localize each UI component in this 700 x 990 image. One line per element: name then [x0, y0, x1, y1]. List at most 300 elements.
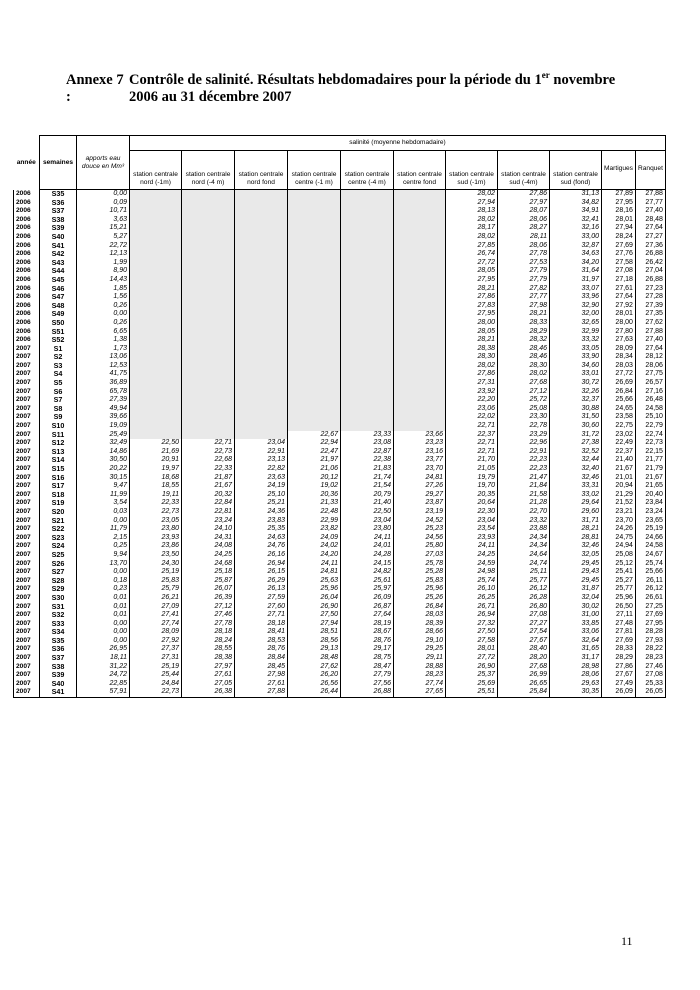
cell-value: 23,84	[635, 499, 665, 508]
cell-value: 28,21	[446, 336, 498, 345]
cell-value: 22,33	[130, 499, 182, 508]
cell-week: S7	[40, 396, 77, 405]
cell-week: S37	[40, 207, 77, 216]
header-col: station centrale sud (fond)	[550, 151, 602, 190]
cell-value: 27,08	[635, 671, 665, 680]
table-row	[14, 250, 666, 259]
cell-week: S14	[40, 456, 77, 465]
cell-value: 26,20	[288, 671, 341, 680]
cell-year: 2007	[14, 362, 40, 371]
cell-week: S47	[40, 293, 77, 302]
cell-year: 2006	[14, 250, 40, 259]
cell-value: 27,95	[446, 310, 498, 319]
cell-value: 24,34	[498, 534, 550, 543]
cell-value: 27,75	[635, 370, 665, 379]
cell-value: 27,69	[602, 637, 636, 646]
cell-value: 28,75	[341, 654, 394, 663]
cell-value: 26,94	[235, 560, 288, 569]
cell-year: 2006	[14, 207, 40, 216]
cell-value: 26,42	[635, 259, 665, 268]
cell-value: 21,69	[130, 448, 182, 457]
cell-value: 22,79	[635, 422, 665, 431]
cell-apports: 24,72	[77, 671, 130, 680]
cell-value: 26,44	[288, 688, 341, 697]
cell-apports: 8,90	[77, 267, 130, 276]
table-row	[14, 328, 666, 337]
cell-value: 24,25	[446, 551, 498, 560]
cell-value: 25,23	[394, 525, 446, 534]
cell-value: 25,33	[635, 680, 665, 689]
cell-year: 2007	[14, 456, 40, 465]
cell-value: 30,60	[550, 422, 602, 431]
cell-week: S39	[40, 671, 77, 680]
cell-value	[182, 199, 235, 208]
cell-value: 28,29	[602, 654, 636, 663]
cell-value	[182, 224, 235, 233]
cell-value	[394, 396, 446, 405]
cell-value: 27,46	[182, 611, 235, 620]
cell-value	[182, 242, 235, 251]
cell-value: 27,63	[602, 336, 636, 345]
cell-value: 28,00	[602, 319, 636, 328]
cell-value: 29,64	[550, 499, 602, 508]
cell-value: 22,73	[182, 448, 235, 457]
cell-value	[394, 319, 446, 328]
cell-year: 2007	[14, 431, 40, 440]
cell-value: 33,96	[550, 293, 602, 302]
cell-value: 24,59	[446, 560, 498, 569]
cell-value	[288, 362, 341, 371]
cell-value	[394, 405, 446, 414]
cell-value: 27,05	[182, 680, 235, 689]
page-number: 11	[621, 934, 633, 948]
cell-value: 23,88	[498, 525, 550, 534]
cell-apports: 9,47	[77, 482, 130, 491]
cell-value: 23,80	[341, 525, 394, 534]
cell-value: 32,37	[550, 396, 602, 405]
cell-year: 2006	[14, 319, 40, 328]
cell-value: 27,86	[498, 190, 550, 199]
cell-value: 32,41	[550, 216, 602, 225]
cell-value: 32,46	[550, 542, 602, 551]
cell-year: 2007	[14, 508, 40, 517]
cell-value	[341, 413, 394, 422]
cell-week: S45	[40, 276, 77, 285]
table-row	[14, 585, 666, 594]
cell-value: 24,01	[341, 542, 394, 551]
cell-value: 23,23	[394, 439, 446, 448]
cell-value: 23,70	[602, 517, 636, 526]
cell-value: 22,68	[182, 456, 235, 465]
cell-value: 22,99	[288, 517, 341, 526]
cell-value: 27,50	[288, 611, 341, 620]
cell-value	[130, 207, 182, 216]
cell-value: 28,46	[498, 345, 550, 354]
cell-value: 27,95	[635, 620, 665, 629]
cell-week: S38	[40, 216, 77, 225]
cell-value	[235, 190, 288, 199]
cell-value: 30,88	[550, 405, 602, 414]
cell-week: S37	[40, 654, 77, 663]
table-row	[14, 259, 666, 268]
table-row	[14, 637, 666, 646]
cell-value	[394, 190, 446, 199]
cell-value	[130, 310, 182, 319]
table-row	[14, 285, 666, 294]
cell-value: 22,73	[130, 508, 182, 517]
cell-value: 28,67	[341, 628, 394, 637]
cell-year: 2006	[14, 293, 40, 302]
cell-value	[288, 345, 341, 354]
table-row	[14, 499, 666, 508]
cell-value: 32,46	[550, 474, 602, 483]
cell-apports: 2,15	[77, 534, 130, 543]
cell-year: 2007	[14, 345, 40, 354]
cell-year: 2007	[14, 620, 40, 629]
cell-value: 24,25	[182, 551, 235, 560]
cell-value: 26,94	[446, 611, 498, 620]
cell-value	[394, 379, 446, 388]
cell-value: 25,79	[130, 585, 182, 594]
cell-value	[130, 396, 182, 405]
cell-value: 23,13	[235, 456, 288, 465]
cell-value: 31,65	[550, 645, 602, 654]
table-row	[14, 620, 666, 629]
cell-value: 27,48	[602, 620, 636, 629]
cell-value	[394, 250, 446, 259]
cell-value: 30,02	[550, 603, 602, 612]
cell-value	[288, 233, 341, 242]
cell-value: 27,64	[602, 293, 636, 302]
cell-value	[235, 267, 288, 276]
cell-value: 28,09	[602, 345, 636, 354]
cell-week: S36	[40, 199, 77, 208]
cell-value: 22,71	[446, 439, 498, 448]
cell-value: 26,04	[288, 594, 341, 603]
cell-value: 24,94	[602, 542, 636, 551]
cell-value	[130, 190, 182, 199]
table-row	[14, 551, 666, 560]
cell-value: 23,82	[288, 525, 341, 534]
cell-value	[235, 310, 288, 319]
cell-value: 27,49	[602, 680, 636, 689]
cell-year: 2007	[14, 379, 40, 388]
cell-apports: 11,79	[77, 525, 130, 534]
cell-week: S41	[40, 688, 77, 697]
cell-value: 23,65	[635, 517, 665, 526]
cell-apports: 12,13	[77, 250, 130, 259]
cell-value: 23,80	[130, 525, 182, 534]
cell-value	[130, 319, 182, 328]
table-row	[14, 525, 666, 534]
cell-value: 32,64	[550, 637, 602, 646]
cell-value	[182, 345, 235, 354]
cell-value: 25,11	[498, 568, 550, 577]
cell-year: 2007	[14, 645, 40, 654]
cell-value: 22,50	[130, 439, 182, 448]
cell-value: 23,87	[394, 499, 446, 508]
cell-value: 27,82	[498, 285, 550, 294]
cell-value: 26,11	[635, 577, 665, 586]
cell-value: 27,88	[635, 190, 665, 199]
cell-value: 23,29	[498, 431, 550, 440]
cell-value: 27,88	[635, 328, 665, 337]
table-row	[14, 370, 666, 379]
table-row	[14, 396, 666, 405]
annex-number: Annexe 7 :	[66, 72, 124, 105]
cell-year: 2006	[14, 190, 40, 199]
cell-value	[288, 422, 341, 431]
cell-value: 28,03	[394, 611, 446, 620]
cell-value: 25,74	[635, 560, 665, 569]
cell-value: 24,66	[635, 534, 665, 543]
cell-value	[130, 259, 182, 268]
cell-value: 28,18	[182, 628, 235, 637]
cell-value: 28,01	[446, 645, 498, 654]
cell-value: 26,39	[182, 594, 235, 603]
cell-week: S6	[40, 388, 77, 397]
cell-value: 24,56	[394, 534, 446, 543]
cell-value	[235, 405, 288, 414]
cell-value	[288, 319, 341, 328]
cell-apports: 19,09	[77, 422, 130, 431]
cell-value: 23,86	[130, 542, 182, 551]
cell-value: 25,28	[394, 568, 446, 577]
cell-value: 20,64	[446, 499, 498, 508]
cell-value: 22,75	[602, 422, 636, 431]
cell-week: S18	[40, 491, 77, 500]
cell-value: 20,36	[288, 491, 341, 500]
cell-value: 23,33	[341, 431, 394, 440]
cell-value	[130, 405, 182, 414]
cell-value: 28,06	[498, 242, 550, 251]
cell-value: 34,82	[550, 199, 602, 208]
cell-value: 24,84	[130, 680, 182, 689]
cell-value: 25,12	[602, 560, 636, 569]
cell-value	[130, 199, 182, 208]
cell-value: 21,52	[602, 499, 636, 508]
cell-year: 2007	[14, 688, 40, 697]
cell-value: 26,12	[635, 585, 665, 594]
cell-value: 22,30	[446, 508, 498, 517]
cell-value	[235, 413, 288, 422]
cell-value: 27,77	[498, 293, 550, 302]
cell-year: 2007	[14, 517, 40, 526]
cell-value: 24,34	[498, 542, 550, 551]
cell-year: 2007	[14, 585, 40, 594]
cell-apports: 11,99	[77, 491, 130, 500]
cell-value: 24,11	[446, 542, 498, 551]
cell-value: 22,23	[498, 465, 550, 474]
table-row	[14, 542, 666, 551]
cell-value: 22,96	[498, 439, 550, 448]
cell-value: 27,72	[446, 259, 498, 268]
cell-value: 27,25	[635, 603, 665, 612]
cell-value: 25,78	[394, 560, 446, 569]
cell-value	[130, 370, 182, 379]
table-row	[14, 448, 666, 457]
cell-value	[341, 224, 394, 233]
table-row	[14, 353, 666, 362]
cell-value: 26,71	[446, 603, 498, 612]
cell-value: 33,06	[550, 628, 602, 637]
cell-value: 32,16	[550, 224, 602, 233]
cell-value: 23,83	[235, 517, 288, 526]
cell-value: 25,80	[394, 542, 446, 551]
table-row	[14, 422, 666, 431]
cell-value: 23,58	[602, 413, 636, 422]
cell-value: 25,27	[602, 577, 636, 586]
table-row	[14, 594, 666, 603]
table-row	[14, 242, 666, 251]
cell-week: S2	[40, 353, 77, 362]
cell-apports: 1,85	[77, 285, 130, 294]
cell-value: 28,02	[446, 216, 498, 225]
table-row	[14, 431, 666, 440]
cell-value: 23,24	[635, 508, 665, 517]
cell-value: 30,35	[550, 688, 602, 697]
cell-week: S44	[40, 267, 77, 276]
table-row	[14, 534, 666, 543]
cell-value	[288, 207, 341, 216]
cell-value: 27,71	[235, 611, 288, 620]
cell-value	[288, 302, 341, 311]
table-row	[14, 413, 666, 422]
cell-week: S33	[40, 620, 77, 629]
cell-year: 2007	[14, 594, 40, 603]
cell-apports: 0,25	[77, 542, 130, 551]
cell-value: 22,33	[182, 465, 235, 474]
cell-value	[341, 422, 394, 431]
cell-value: 25,77	[498, 577, 550, 586]
cell-value: 22,67	[288, 431, 341, 440]
cell-value: 27,78	[182, 620, 235, 629]
cell-apports: 9,94	[77, 551, 130, 560]
cell-value: 26,90	[288, 603, 341, 612]
cell-value: 32,87	[550, 242, 602, 251]
table-row	[14, 456, 666, 465]
cell-value	[288, 310, 341, 319]
cell-value	[341, 319, 394, 328]
cell-value: 28,76	[235, 645, 288, 654]
cell-value: 28,30	[446, 353, 498, 362]
cell-year: 2006	[14, 310, 40, 319]
cell-value: 25,41	[602, 568, 636, 577]
cell-value	[341, 190, 394, 199]
table-row	[14, 388, 666, 397]
cell-week: S21	[40, 517, 77, 526]
cell-week: S51	[40, 328, 77, 337]
cell-year: 2007	[14, 577, 40, 586]
cell-value: 23,77	[394, 456, 446, 465]
cell-value	[182, 405, 235, 414]
cell-value: 26,84	[394, 603, 446, 612]
cell-value: 26,13	[235, 585, 288, 594]
cell-value: 28,03	[602, 362, 636, 371]
cell-value: 26,28	[498, 594, 550, 603]
cell-year: 2007	[14, 663, 40, 672]
cell-value: 28,21	[550, 525, 602, 534]
annex-title-text: Contrôle de salinité. Résultats hebdomadaires pour la période du 1er novembre 2006 au 31 décembre 2007	[129, 70, 616, 105]
cell-value: 26,38	[182, 688, 235, 697]
cell-value	[394, 233, 446, 242]
cell-apports: 0,26	[77, 319, 130, 328]
cell-value	[288, 199, 341, 208]
cell-value: 28,39	[394, 620, 446, 629]
cell-value: 21,77	[635, 456, 665, 465]
cell-apports: 0,01	[77, 603, 130, 612]
cell-value: 27,68	[498, 663, 550, 672]
table-row	[14, 688, 666, 697]
cell-value	[288, 276, 341, 285]
cell-value: 28,06	[635, 362, 665, 371]
cell-value: 28,17	[446, 224, 498, 233]
cell-year: 2007	[14, 465, 40, 474]
cell-value: 31,64	[550, 267, 602, 276]
cell-value	[394, 388, 446, 397]
cell-value: 28,23	[635, 654, 665, 663]
cell-value: 28,45	[235, 663, 288, 672]
cell-value: 25,63	[288, 577, 341, 586]
cell-value: 27,92	[602, 302, 636, 311]
cell-value: 23,50	[130, 551, 182, 560]
cell-value: 24,81	[394, 474, 446, 483]
cell-value	[235, 353, 288, 362]
table-row	[14, 405, 666, 414]
cell-value: 28,07	[498, 207, 550, 216]
table-row	[14, 216, 666, 225]
cell-value	[394, 302, 446, 311]
cell-value: 28,41	[235, 628, 288, 637]
cell-apports: 13,06	[77, 353, 130, 362]
cell-value	[288, 336, 341, 345]
cell-value: 28,33	[602, 645, 636, 654]
cell-week: S10	[40, 422, 77, 431]
cell-value: 28,02	[498, 370, 550, 379]
cell-value	[341, 396, 394, 405]
cell-value: 28,48	[635, 216, 665, 225]
cell-value: 19,02	[288, 482, 341, 491]
table-row	[14, 628, 666, 637]
cell-value: 28,88	[394, 663, 446, 672]
cell-value	[182, 267, 235, 276]
table-row	[14, 302, 666, 311]
cell-value: 28,02	[446, 362, 498, 371]
header-annee: année	[14, 136, 40, 190]
cell-apports: 14,86	[77, 448, 130, 457]
cell-value: 22,49	[602, 439, 636, 448]
cell-week: S5	[40, 379, 77, 388]
cell-value: 28,34	[602, 353, 636, 362]
cell-value: 27,78	[498, 250, 550, 259]
cell-value: 24,76	[235, 542, 288, 551]
cell-value: 27,03	[394, 551, 446, 560]
cell-value: 24,75	[602, 534, 636, 543]
cell-value: 23,93	[446, 534, 498, 543]
cell-value	[288, 267, 341, 276]
cell-value: 25,18	[182, 568, 235, 577]
cell-value: 23,32	[498, 517, 550, 526]
header-col: station centrale sud (-1m)	[446, 151, 498, 190]
table-row	[14, 611, 666, 620]
cell-value	[182, 396, 235, 405]
cell-value: 23,16	[394, 448, 446, 457]
cell-value	[394, 207, 446, 216]
cell-value: 28,32	[498, 336, 550, 345]
cell-value: 28,27	[498, 224, 550, 233]
cell-value: 27,35	[635, 310, 665, 319]
cell-value: 22,48	[288, 508, 341, 517]
